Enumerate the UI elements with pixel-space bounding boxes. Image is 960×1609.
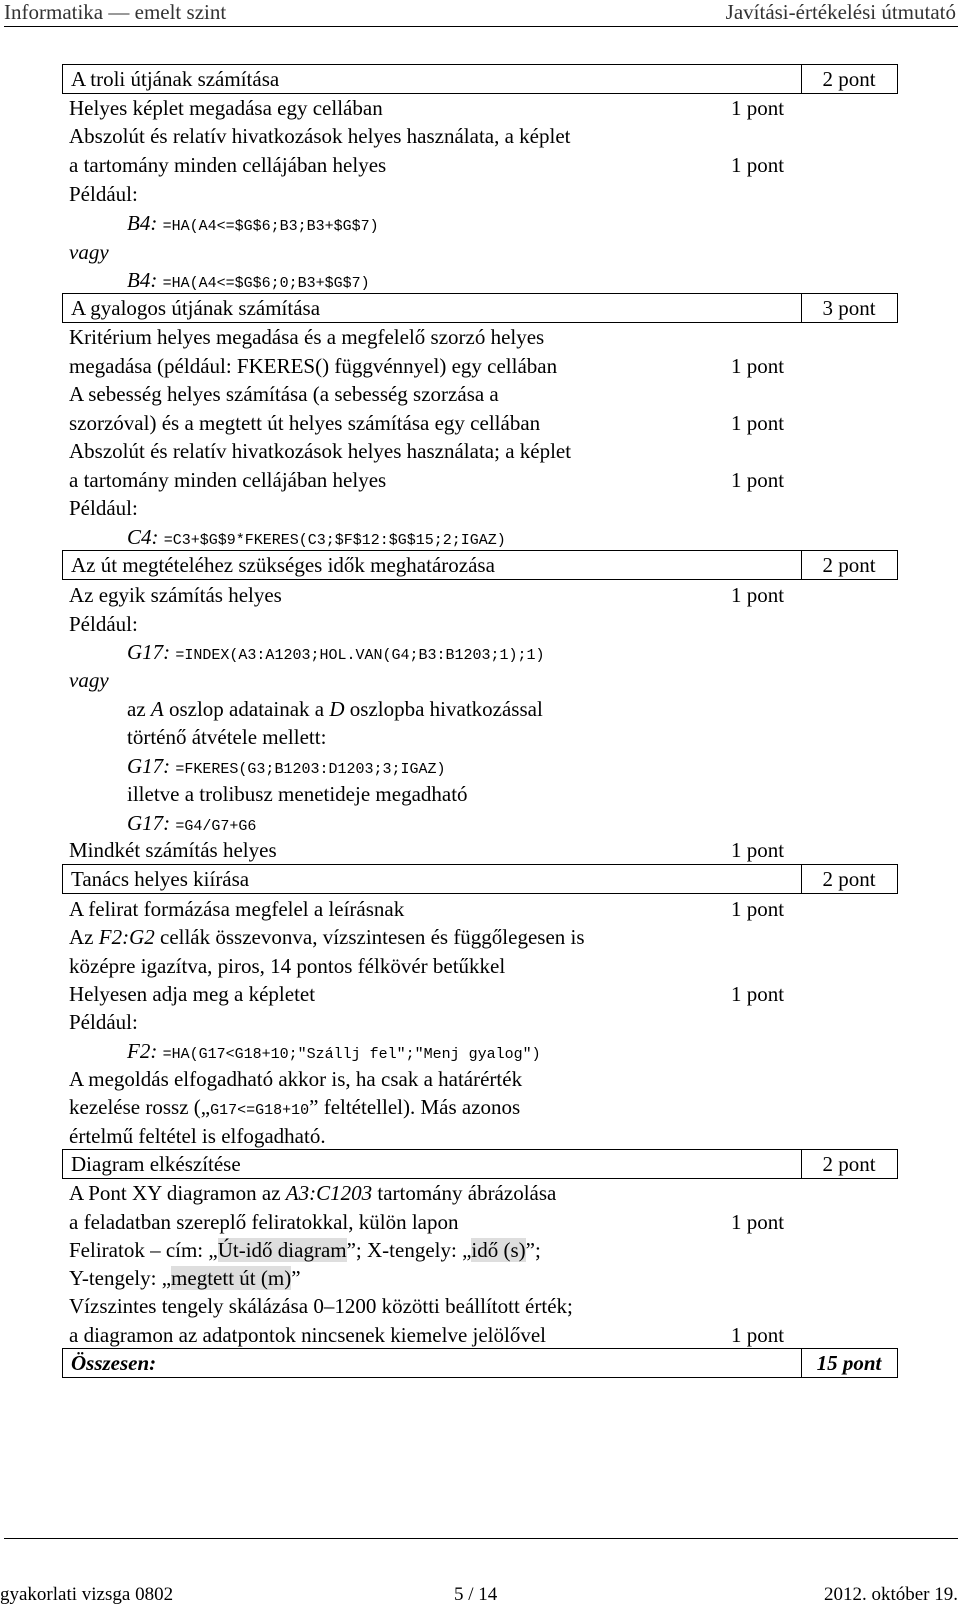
section-ido-header bbox=[62, 550, 898, 580]
text-part: ”; X-tengely: „ bbox=[346, 1238, 472, 1262]
total-row bbox=[62, 1348, 898, 1378]
section-points: 3 pont bbox=[822, 296, 876, 320]
criterion-points: 1 pont bbox=[731, 982, 785, 1006]
section-troli-header bbox=[62, 64, 898, 94]
text-part: oszlop adatainak a bbox=[163, 697, 330, 721]
header-left: Informatika — emelt szint bbox=[4, 0, 227, 24]
criterion-line: Helyesen adja meg a képletet bbox=[69, 982, 316, 1006]
page-header bbox=[0, 0, 960, 28]
example-label: Például: bbox=[69, 1010, 138, 1034]
section-points: 2 pont bbox=[822, 67, 876, 91]
text-line: illetve a trolibusz menetideje megadható bbox=[127, 782, 468, 806]
text-part: kezelése rossz („ bbox=[69, 1095, 211, 1119]
highlighted-text: Út-idő diagram bbox=[217, 1238, 347, 1262]
total-points: 15 pont bbox=[816, 1351, 882, 1375]
example-label: Például: bbox=[69, 496, 138, 520]
criterion-points: 1 pont bbox=[731, 96, 785, 120]
total-label: Összesen: bbox=[71, 1351, 157, 1375]
criterion-line: a tartomány minden cellájában helyes bbox=[69, 153, 387, 177]
section-title: A gyalogos útjának számítása bbox=[71, 296, 321, 320]
criterion-points: 1 pont bbox=[731, 838, 785, 862]
criterion-line bbox=[69, 925, 585, 949]
cell-ref: G17: bbox=[127, 640, 171, 664]
criterion-line: a feladatban szereplő feliratokkal, külön lapon bbox=[69, 1210, 459, 1234]
criterion-points: 1 pont bbox=[731, 354, 785, 378]
cell-ref: B4: bbox=[127, 211, 158, 235]
criterion-line: Helyes képlet megadása egy cellában bbox=[69, 96, 383, 120]
criterion-points: 1 pont bbox=[731, 583, 785, 607]
or-label: vagy bbox=[69, 668, 109, 692]
criterion-points: 1 pont bbox=[731, 1210, 785, 1234]
section-points: 2 pont bbox=[822, 867, 876, 891]
note-line: értelmű feltétel is elfogadható. bbox=[69, 1124, 326, 1148]
criterion-line: Abszolút és relatív hivatkozások helyes használata; a képlet bbox=[69, 439, 572, 463]
formula-line bbox=[127, 811, 256, 839]
text-part: az bbox=[127, 697, 151, 721]
formula-code: =G4/G7+G6 bbox=[175, 818, 257, 835]
text-part: ” feltétellel). Más azonos bbox=[309, 1095, 521, 1119]
formula-line bbox=[127, 754, 445, 782]
criterion-line bbox=[69, 1181, 556, 1205]
column-ref: D bbox=[329, 697, 345, 721]
text-part: Feliratok – cím: „ bbox=[69, 1238, 218, 1262]
formula-code: =C3+$G$9*FKERES(C3;$F$12:$G$15;2;IGAZ) bbox=[163, 532, 506, 549]
formula-line bbox=[127, 1039, 541, 1067]
section-title: A troli útjának számítása bbox=[71, 67, 280, 91]
text-part: cellák összevonva, vízszintesen és függőlegesen is bbox=[154, 925, 585, 949]
column-ref: A bbox=[150, 697, 164, 721]
criterion-points: 1 pont bbox=[731, 411, 785, 435]
example-label: Például: bbox=[69, 182, 138, 206]
criterion-line: A sebesség helyes számítása (a sebesség szorzása a bbox=[69, 382, 499, 406]
formula-line bbox=[127, 525, 506, 553]
formula-code: =INDEX(A3:A1203;HOL.VAN(G4;B3:B1203;1);1) bbox=[175, 647, 545, 664]
cell-ref: B4: bbox=[127, 268, 158, 292]
text-part: ”; bbox=[525, 1238, 541, 1262]
criterion-points: 1 pont bbox=[731, 1323, 785, 1347]
formula-line bbox=[127, 268, 370, 296]
cell-ref: G17: bbox=[127, 811, 171, 835]
text-part: oszlopba hivatkozással bbox=[344, 697, 543, 721]
or-label: vagy bbox=[69, 240, 109, 264]
criterion-points: 1 pont bbox=[731, 897, 785, 921]
criterion-line: Abszolút és relatív hivatkozások helyes használata, a képlet bbox=[69, 124, 571, 148]
cell-ref: C4: bbox=[127, 525, 159, 549]
criterion-line: A felirat formázása megfelel a leírásnak bbox=[69, 897, 405, 921]
note-line bbox=[69, 1095, 520, 1123]
section-points: 2 pont bbox=[822, 1152, 876, 1176]
text-line bbox=[127, 697, 543, 721]
section-title: Az út megtételéhez szükséges idők meghatározása bbox=[71, 553, 495, 577]
footer-date: 2012. október 19. bbox=[823, 1584, 958, 1605]
criterion-points: 1 pont bbox=[731, 468, 785, 492]
text-part: ” bbox=[291, 1266, 301, 1290]
note-line: A megoldás elfogadható akkor is, ha csak a határérték bbox=[69, 1067, 523, 1091]
formula-code: =HA(G17<G18+10;"Szállj fel";"Menj gyalog") bbox=[162, 1046, 541, 1063]
criterion-line: megadása (például: FKERES() függvénnyel) egy cellában bbox=[69, 354, 558, 378]
criterion-line: a diagramon az adatpontok nincsenek kiemelve jelölővel bbox=[69, 1323, 546, 1347]
criterion-line: szorzóval) és a megtett út helyes számítása egy cellában bbox=[69, 411, 541, 435]
criterion-line: Vízszintes tengely skálázása 0–1200 közötti beállított érték; bbox=[69, 1294, 573, 1318]
section-points: 2 pont bbox=[822, 553, 876, 577]
header-right: Javítási-értékelési útmutató bbox=[725, 0, 956, 24]
page-number: 5 / 14 bbox=[454, 1584, 498, 1605]
highlighted-text: idő (s) bbox=[471, 1238, 526, 1262]
criterion-line: középre igazítva, piros, 14 pontos félkövér betűkkel bbox=[69, 954, 506, 978]
range-ref: A3:C1203 bbox=[285, 1181, 373, 1205]
section-title: Tanács helyes kiírása bbox=[71, 867, 250, 891]
text-part: Y-tengely: „ bbox=[69, 1266, 172, 1290]
cell-ref: G17: bbox=[127, 754, 171, 778]
footer-rule bbox=[4, 1538, 958, 1539]
text-part: Az bbox=[69, 925, 99, 949]
formula-code: G17<=G18+10 bbox=[210, 1102, 310, 1119]
header-rule bbox=[4, 26, 958, 27]
section-gyalogos-header bbox=[62, 293, 898, 323]
range-ref: F2:G2 bbox=[98, 925, 155, 949]
formula-code: =FKERES(G3;B1203:D1203;3;IGAZ) bbox=[175, 761, 446, 778]
criterion-line: Kritérium helyes megadása és a megfelelő szorzó helyes bbox=[69, 325, 545, 349]
criterion-points: 1 pont bbox=[731, 153, 785, 177]
section-tanacs-header bbox=[62, 864, 898, 894]
section-diagram-header bbox=[62, 1149, 898, 1179]
cell-ref: F2: bbox=[127, 1039, 158, 1063]
criterion-line: a tartomány minden cellájában helyes bbox=[69, 468, 387, 492]
footer-left: gyakorlati vizsga 0802 bbox=[0, 1584, 174, 1605]
formula-line bbox=[127, 640, 544, 668]
criterion-line bbox=[69, 1266, 301, 1290]
formula-code: =HA(A4<=$G$6;B3;B3+$G$7) bbox=[162, 218, 379, 235]
text-part: tartomány ábrázolása bbox=[372, 1181, 557, 1205]
formula-line bbox=[127, 211, 379, 239]
example-label: Például: bbox=[69, 612, 138, 636]
text-line: történő átvétele mellett: bbox=[127, 725, 327, 749]
criterion-line: Mindkét számítás helyes bbox=[69, 838, 277, 862]
highlighted-text: megtett út (m) bbox=[171, 1266, 292, 1290]
criterion-line: Az egyik számítás helyes bbox=[69, 583, 282, 607]
text-part: A Pont XY diagramon az bbox=[69, 1181, 286, 1205]
section-title: Diagram elkészítése bbox=[71, 1152, 241, 1176]
criterion-line bbox=[69, 1238, 541, 1262]
formula-code: =HA(A4<=$G$6;0;B3+$G$7) bbox=[162, 275, 370, 292]
